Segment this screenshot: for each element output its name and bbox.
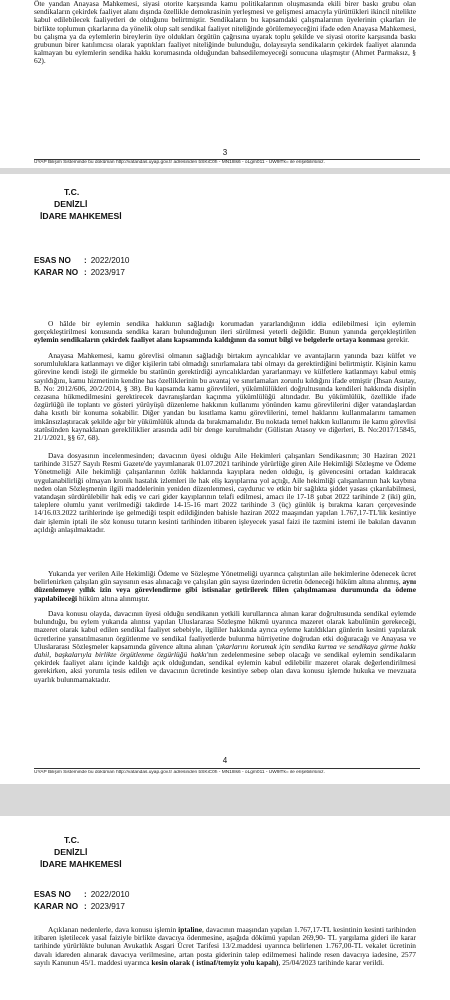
paragraph-sonuc: Dava konusu olayda, davacının üyesi olduğu sendikanın yetkili kurullarınca alınan karar doğrultusunda sendikal eylemde bulunduğu, bu eylem yukarıda alıntısı yapılan Uluslararası Sözleşme hükmü uyarınca mazeret olarak kabulünün gerekeceği, mazeret olarak kabul edilen sendikal faaliyet sebebiyle, ilgililer hakkında ayrıca eyleme katıldıkları günlerin kesinti yapılarak ücretlerine yansıtılmasının örgütlenme ve sendikal faaliyetlerde bulunma hürriyetine doğrudan etki doğuracağı ve Anayasa ve Uluslararası Sözleşmeler kapsamında güvence altına alınan 'çıkarlarını korumak için sendika kurma ve sendikaya girme hakkı dahil, başkalarıyla birlikte örgütlenme özgürlüğü hakkı'nın zedelenmesine sebep olacağı ve sendikal eylemin sendikaların çekirdek faaliyet alanı içinde kaldığı açık olduğundan, sendikal eylemin kabul edilebilir mazeret olarak değerlendirilmesi gerekirken, aksi yorumla tesis edilen ve davacının ücretinde kesintiye sebep olan dava konusu işlemde hukuka ve mevzuata uyarlık bulunmamaktadır. [34, 609, 416, 684]
paragraph-dava-dosyasi: Dava dosyasının incelenmesinden; davacının üyesi olduğu Aile Hekimleri çalışanları Sendikasının; 30 Haziran 2021 tarihinde 31527 Sayılı Resmi Gazete'de yayımlanarak 01.07.2021 tarihinde yürürlüğe giren Aile Hekimliği Sözleşme ve Ödeme Yönetmeliği Aile hekimliği çalışanlarının özlük haklarında kayıplara neden olduğu, iş güvencesini ortadan kaldıracak uygulanabilirliği olmayan kronik hastalık izlemleri ile hak eliş kayıplarına yol açtığı, Aile hekimliği çalışanlarının hak kaybına neden olan Sözleşmenin ilgili maddelerinin yeniden düzenlenmesi, cayduruc ve etkin bir sağlıkta şiddet yasası çıkarılabilmesi, vatandaşın sürdürülebilir hak ediş ve cari gider kayıplarının telafi edilmesi, amacı ile 17-18 şubat 2022 tarihinde 2 (iki) gün, taleplere olumlu yanıt verilmediği takdirde 14-15-16 mart 2022 tarihinde 3 (üç) günlük iş bırakma kararı çerçevesinde 14/16.03.2022 tarihlerinde işe gelmediği tespit edildiğinden bahisle haziran 2022 maaşından yapılan 1.767,17-TL'lik kesintiye dair işlemin iptali ile söz konusu tutarın kesinti tarihinden itibaren işleyecek yasal faizi ile tazmini istemi ile bakılan davanın açıldığı anlaşılmaktadır. [34, 451, 416, 534]
esas-value: 2022/2010 [90, 256, 130, 265]
header-court: İDARE MAHKEMESİ [40, 211, 122, 221]
karar-no-line: KARAR NO : 2023/917 [34, 268, 125, 277]
karar-label: KARAR NO [34, 268, 79, 277]
paragraph-kamu-gorevlisi: Anayasa Mahkemesi, kamu görevlisi olmanın sağladığı birtakım ayrıcalıklar ve avantajların yanında bazı külfet ve sorumluluklara katlanmayı ve diğer kişilerin tabi olmadığı sınırlamalara tabi olmayı da gerektirdiğini belirtmiştir. Kişinin kamu görevine kendi isteği ile girmekle bu statünün gerektirdiği ayrıcalıklardan yararlanmayı ve külfetlere katlanmayı kabul etmiş sayıldığını, kamu hizmetinin kendine has özelliklerinin bu avantaj ve sınırlamaları zorunlu kıldığını ifade etmiştir (İhsan Asutay, B. No: 2012/606, 20/2/2014, § 38). Bu kapsamda kamu görevlileri, yükümlülükleri doğrultusunda kendileri hakkında disiplin cezasına hükmedilmesini gerektirecek davranışlardan kaçınma yükümlülüğü altındadır. Bu yükümlülük, özellikle ifade özgürlüğü ile toplantı ve gösteri yürüyüşü düzenleme hakkının kullanımı yönünden kamu görevlilerini diğer vatandaşlardan daha kısıtlı bir konuma sokabilir. Diğer yandan bu kısıtlama kamu görevlilerini, temel haklarını kullanmalarını tamamen imkânsızlaştıracak şekilde ağır bir yükümlülük altında da bırakmamalıdır. Bu noktada temel hakkın kullanımı ile kamu görevlisi statüsünden kaynaklanan gerekliliklier arasında adil bir denge kurulmalıdır (Gülistan Atasoy ve diğerleri, B. No:2017/15845, 21/1/2021, §§ 67, 68). [34, 351, 416, 443]
esas-label: ESAS NO [34, 890, 71, 899]
header-tc: T.C. [64, 835, 80, 845]
page-break [0, 784, 450, 816]
esas-label: ESAS NO [34, 256, 71, 265]
page-number: 3 [222, 148, 228, 157]
page-4 [0, 172, 450, 812]
esas-value: 2022/2010 [90, 890, 130, 899]
footer-rule [34, 768, 420, 769]
header-city: DENİZLİ [54, 199, 88, 209]
page-number: 4 [222, 756, 228, 765]
paragraph-sendika-karari: O hâlde bir eylemin sendika hakkının sağladığı korumadan yararlandığının iddia edilebilmesi için eylemin gerçekleştirilmesi konusunda sendika kararı bulunduğunun ileri sürülmesi yeterli değildir. Bunun yanında gerçekleştirilen eylemin sendikaların çekirdek faaliyet alanı kapsamında kaldığının da somut bilgi ve belgelerle ortaya konması gerekir. [34, 319, 416, 345]
header-court: İDARE MAHKEMESİ [40, 859, 122, 869]
header-tc: T.C. [64, 187, 80, 197]
header-city: DENİZLİ [54, 847, 88, 857]
page-3-fragment [0, 0, 450, 160]
karar-no-line: KARAR NO : 2023/917 [34, 902, 125, 911]
esas-no-line: ESAS NO : 2022/2010 [34, 890, 130, 899]
court-header [40, 834, 200, 870]
paragraph-hukum: Açıklanan nedenlerle, dava konusu işlemin iptaline, davacının maaşından yapılan 1.767,17-TL kesintinin kesinti tarihinden itibaren işletilecek yasal faiziyle birlikte davacıya ödenmesine, aşağıda dökümü yapılan 269,90- TL yargılama gideri ile karar tarihinde yürürlükte bulunan Avukatlık Asgari Ücret Tarifesi 13/2.maddesi uyarınca belirlenen 1.767,00-TL vekalet ücretinin davalı idareden alınarak davacıya verilmesine, artan posta giderinin talep edilmemesi halinde resen davacıya iadesine, 2577 sayılı Kanunun 45/1. maddesi uyarınca kesin olarak ( istinaf/temyiz yolu kapalı), 25/04/2023 tarihinde karar verildi. [34, 925, 416, 967]
footer-uyap-note: UYAP Bilişim Sisteminde bu doküman http://vatandas.uyap.gov.tr adresinden bSKiC0h - MN18ls6 - oLgm011 - UW9lTk= ile erişebilirsiniz. [34, 160, 325, 165]
esas-no-line: ESAS NO : 2022/2010 [34, 256, 130, 265]
karar-value: 2023/917 [90, 902, 125, 911]
footer-uyap-note: UYAP Bilişim Sisteminde bu doküman http://vatandas.uyap.gov.tr adresinden bSKiC0h - MN18ls6 - oLgm011 - UW9lTk= ile erişebilirsiniz. [34, 770, 325, 775]
court-header [40, 186, 200, 222]
page-5 [0, 820, 450, 1000]
paragraph-constitutional-court: Öte yandan Anayasa Mahkemesi, siyasi otorite karşısında kamu politikalarının oluşmasında ekili birer baskı grubu olan sendikaların çekirdek faaliyet alanı dışında özellikle demokrasinin yerleşmesi ve gelişmesi amacıyla yürüttükleri ikincil nitelikte kabul edilebilecek faaliyetleri de olduğunu belirtmiştir. Sendikaların bu kapsamdaki çalışmalarının üyelerinin çıkarları ile birlikte toplumun çıkarlarına da yönelik olup salt sendikal faaliyet niteliğinde görülemeyeceğini ifade eden Anayasa Mahkemesi, bu çalışma ya da eylemlerin bireylerin üye oldukları örgütün çağrısına uyarak toplu şekilde ve siyasi otorite karşısında baskı grubunun birer katılımcısı olarak yaptıkları faaliyet niteliğinde bulunduğu, dolayısıyla sendikaların çekirdek faaliyet alanında kalmayan bu eylemlerin sendika hakkı korumasında olduğundan bahsedilemeyeceği sonucuna ulaşmıştır (Ahmet Parmaksız, § 62). [34, 0, 416, 66]
paragraph-yonetmelik: Yukarıda yer verilen Aile Hekimliği Ödeme ve Sözleşme Yönetmeliği uyarınca çalıştırılan aile hekimlerine ödenecek ücret belirlenirken çalışılan gün sayısının esas alınacağı ve çalışılan gün sayısı üzerinden ücretin ödeneceği hüküm altına alınmış, aynı düzenlemeye yıllık izin veya görevlendirme gibi istisnalar getirilerek fiilen çalışılmaması durumunda da ödeme yapılabileceği hüküm altına alınmıştır. [34, 569, 416, 603]
karar-value: 2023/917 [90, 268, 125, 277]
karar-label: KARAR NO [34, 902, 79, 911]
